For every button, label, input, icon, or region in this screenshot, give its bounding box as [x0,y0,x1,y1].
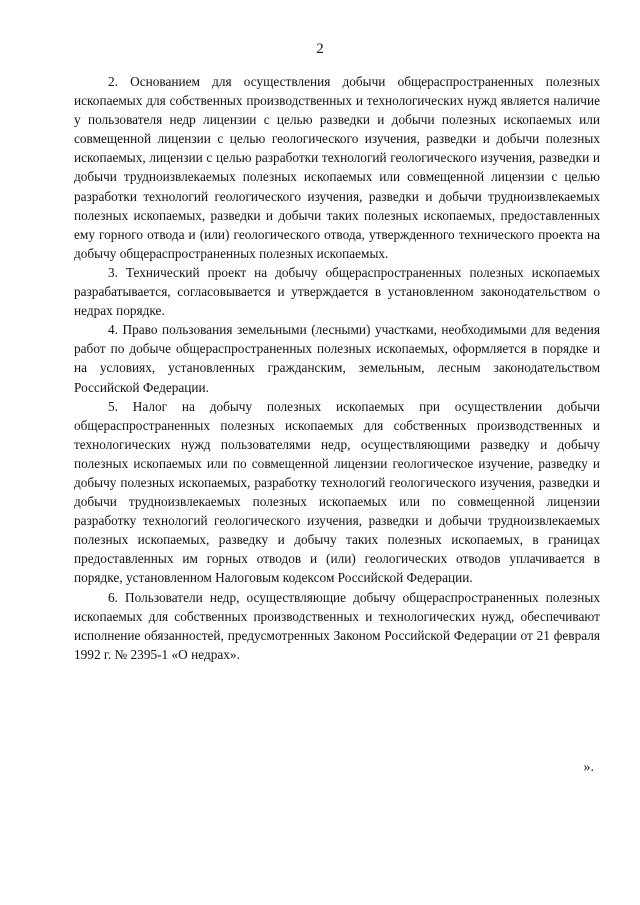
paragraph-5: 5. Налог на добычу полезных ископаемых при осуществлении добычи общераспространенных полезных ископаемых для собственных производственных и технологических нужд пользователями недр, осуществляющими разведку и добычу полезных ископаемых или по совмещенной лицензии геологическое изучение, разведку и добычу полезных ископаемых, разработку технологий геологического изучения, разведки и добычи трудноизвлекаемых полезных ископаемых или по совмещенной лицензии разработку технологий геологического изучения, разведки и добычи трудноизвлекаемых полезных ископаемых, разведку и добычу таких полезных ископаемых, в границах предоставленных им горных отводов и (или) геологических отводов уплачивается в порядке, установленном Налоговым кодексом Российской Федерации. [74,398,600,586]
document-body [74,72,600,664]
paragraph-3: 3. Технический проект на добычу общераспространенных полезных ископаемых разрабатывается, согласовывается и утверждается в установленном законодательством о недрах порядке. [74,264,600,319]
paragraph-4: 4. Право пользования земельными (лесными) участками, необходимыми для ведения работ по добыче общераспространенных полезных ископаемых, оформляется в порядке и на условиях, установленных гражданским, земельным, лесным законодательством Российской Федерации. [74,322,600,395]
paragraph-2: 2. Основанием для осуществления добычи общераспространенных полезных ископаемых для собственных производственных и технологических нужд является наличие у пользователя недр лицензии с целью разведки и добычи полезных ископаемых или совмещенной лицензии с целью геологического изучения, разведки и добычи полезных ископаемых, лицензии с целью разработки технологий геологического изучения, разведки и добычи трудноизвлекаемых полезных ископаемых или совмещенной лицензии с целью разработки технологий геологического изучения, разведки и добычи трудноизвлекаемых полезных ископаемых, разведки и добычи таких полезных ископаемых, предоставленных ему горного отвода и (или) геологического отвода, утвержденного технического проекта на добычу общераспространенных полезных ископаемых. [74,74,600,261]
closing-quote-mark: ». [583,760,594,775]
page-number: 2 [316,41,324,57]
paragraph-6: 6. Пользователи недр, осуществляющие добычу общераспространенных полезных ископаемых для собственных производственных и технологических нужд, обеспечивают исполнение обязанностей, предусмотренных Законом Российской Федерации от 21 февраля 1992 г. № 2395-1 «О недрах». [74,589,600,662]
